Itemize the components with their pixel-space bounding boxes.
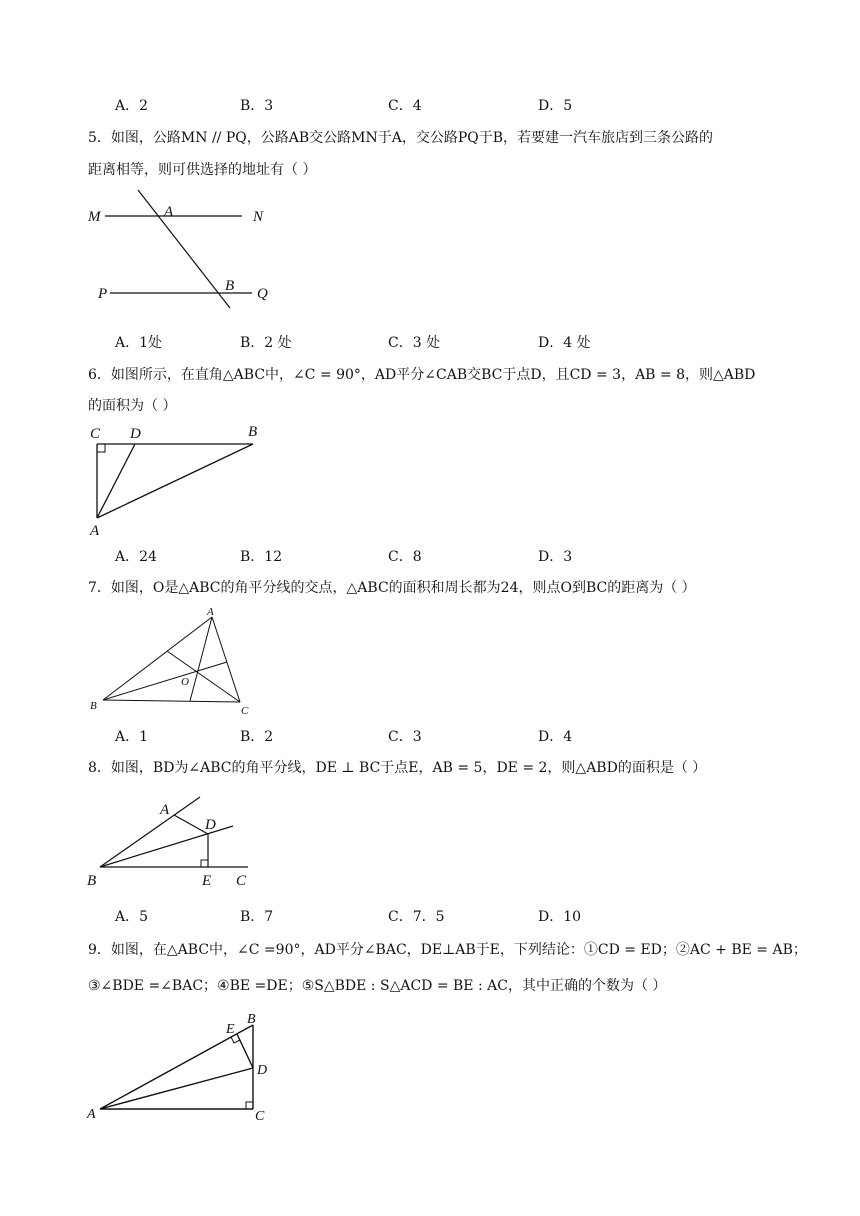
q5-option-d: D．4 处 — [538, 335, 591, 351]
q8-label-c: C — [236, 873, 247, 889]
q4-option-a: A．2 — [115, 98, 149, 114]
q7-option-c: C．3 — [388, 729, 422, 745]
q7-stem-line1: 7．如图，O是△ABC的角平分线的交点，△ABC的面积和周长都为24，则点O到BC的距离为（ ） — [88, 580, 696, 596]
q8-option-b: B．7 — [240, 909, 274, 925]
q7-label-a: A — [207, 606, 214, 618]
q8-label-a: A — [160, 802, 170, 818]
q7-option-d: D．4 — [538, 729, 573, 745]
q8-figure — [85, 793, 265, 893]
q7-label-b: B — [90, 700, 97, 712]
q5-label-n: N — [253, 209, 264, 225]
q8-option-d: D．10 — [538, 909, 582, 925]
q9-label-b: B — [247, 1012, 256, 1027]
q9-stem-line1: 9．如图，在△ABC中，∠C =90°，AD平分∠BAC，DE⊥AB于E，下列结论：①CD = ED；②AC + BE = AB； — [88, 942, 807, 958]
q5-label-p: P — [98, 286, 108, 302]
q9-label-d: D — [257, 1063, 268, 1078]
q5-label-m: M — [88, 209, 101, 225]
q6-option-c: C．8 — [388, 549, 422, 565]
q5-stem-line1: 5．如图，公路MN // PQ，公路AB交公路MN于A，交公路PQ于B，若要建一汽车旅店到三条公路的 — [88, 130, 714, 146]
q6-stem-line1: 6．如图所示，在直角△ABC中，∠C = 90°，AD平分∠CAB交BC于点D，且CD = 3，AB = 8，则△ABD — [88, 367, 756, 383]
q8-option-c: C．7．5 — [388, 909, 445, 925]
q9-stem-line2: ③∠BDE =∠BAC；④BE =DE；⑤S△BDE : S△ACD = BE : AC，其中正确的个数为（ ） — [88, 978, 667, 994]
q6-option-d: D．3 — [538, 549, 573, 565]
q9-label-c: C — [255, 1109, 265, 1123]
q7-option-a: A．1 — [115, 729, 149, 745]
q6-label-a: A — [90, 523, 100, 539]
q6-option-a: A．24 — [115, 549, 157, 565]
q7-label-o: O — [181, 676, 189, 688]
q6-label-d: D — [130, 426, 141, 442]
q4-option-c: C．4 — [388, 98, 422, 114]
q6-label-b: B — [248, 424, 258, 440]
q4-option-d: D．5 — [538, 98, 573, 114]
q5-figure — [80, 186, 280, 311]
q7-label-c: C — [241, 705, 249, 717]
q7-option-b: B．2 — [240, 729, 274, 745]
q5-option-c: C．3 处 — [388, 335, 441, 351]
q8-label-b: B — [87, 873, 97, 889]
q4-option-b: B．3 — [240, 98, 274, 114]
q8-label-e: E — [202, 873, 212, 889]
q5-option-b: B．2 处 — [240, 335, 292, 351]
q9-figure — [85, 1008, 285, 1123]
q5-option-a: A．1处 — [115, 335, 163, 351]
q6-label-c: C — [90, 426, 101, 442]
q5-stem-line2: 距离相等，则可供选择的地址有（ ） — [88, 162, 317, 178]
q8-label-d: D — [205, 817, 216, 833]
q8-option-a: A．5 — [115, 909, 149, 925]
q9-label-e: E — [226, 1022, 235, 1037]
q6-option-b: B．12 — [240, 549, 283, 565]
q5-label-q: Q — [257, 286, 268, 302]
q5-label-b: B — [225, 278, 235, 294]
q6-stem-line2: 的面积为（ ） — [88, 398, 177, 414]
q8-stem-line1: 8．如图，BD为∠ABC的角平分线，DE ⊥ BC于点E，AB = 5，DE = 2，则△ABD的面积是（ ） — [88, 760, 707, 776]
q6-figure — [80, 420, 280, 540]
q7-figure — [85, 602, 265, 717]
q5-label-a: A — [164, 204, 174, 220]
q9-label-a: A — [87, 1107, 96, 1122]
